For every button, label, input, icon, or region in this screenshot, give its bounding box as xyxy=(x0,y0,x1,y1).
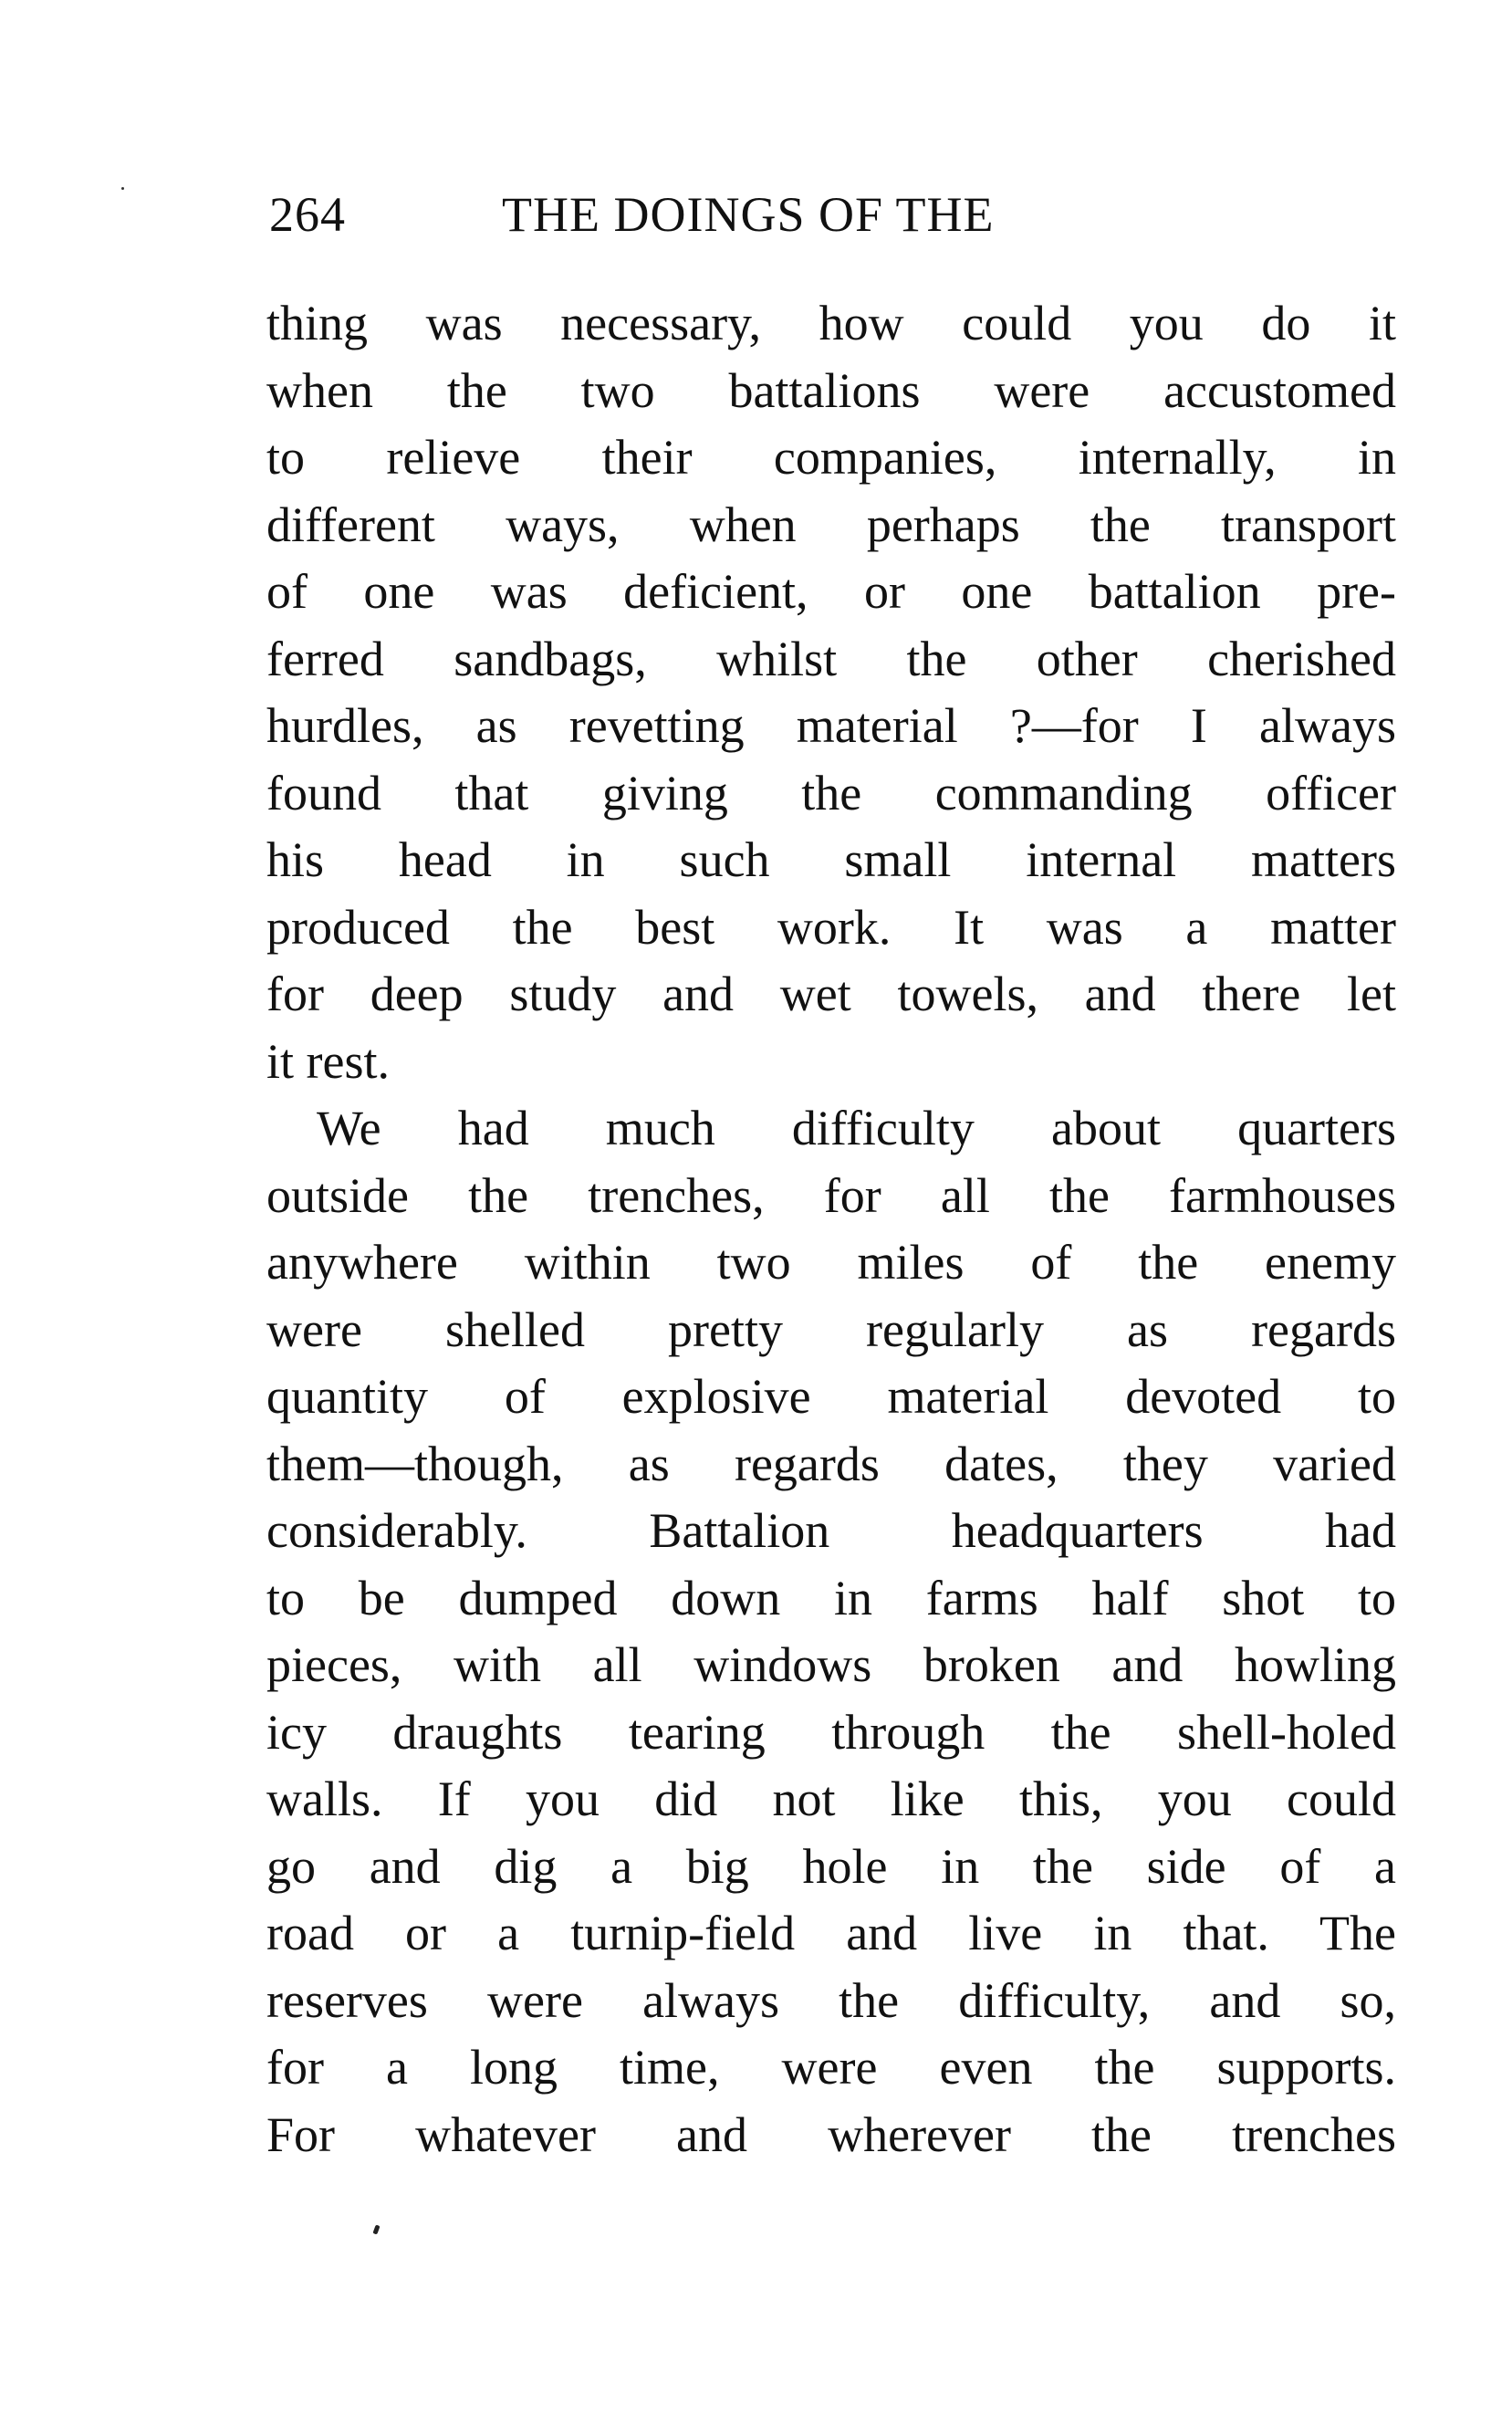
text-line: anywhere within two miles of the enemy xyxy=(266,1235,1396,1290)
text-line: pieces, with all windows broken and howling xyxy=(266,1637,1396,1692)
text-line: produced the best work. It was a matter xyxy=(266,899,1396,955)
text-line: to relieve their companies, internally, in xyxy=(266,430,1396,485)
text-line: We had much difficulty about quarters xyxy=(317,1101,1396,1155)
text-line: go and dig a big hole in the side of a xyxy=(266,1838,1396,1894)
paragraph-1 xyxy=(266,290,1396,1095)
text-line: thing was necessary, how could you do it xyxy=(266,296,1396,350)
text-line: his head in such small internal matters xyxy=(266,832,1396,887)
text-line: hurdles, as revetting material ?—for I always xyxy=(266,698,1396,753)
page-number: 264 xyxy=(269,187,346,242)
text-line: icy draughts tearing through the shell-holed xyxy=(266,1704,1396,1760)
running-head: THE DOINGS OF THE xyxy=(502,187,995,242)
text-line: quantity of explosive material devoted to xyxy=(266,1369,1396,1424)
text-line: were shelled pretty regularly as regards xyxy=(266,1301,1396,1357)
text-line: them—though, as regards dates, they varied xyxy=(266,1436,1396,1491)
ink-speck xyxy=(121,187,124,190)
text-line: for deep study and wet towels, and there let xyxy=(266,967,1396,1021)
text-line: found that giving the commanding officer xyxy=(266,765,1396,820)
text-line: of one was deficient, or one battalion pre- xyxy=(266,564,1396,619)
text-line: For whatever and wherever the trenches xyxy=(266,2106,1396,2162)
text-line: reserves were always the difficulty, and so, xyxy=(266,1972,1396,2028)
text-line: considerably. Battalion headquarters had xyxy=(266,1503,1396,1558)
text-line: ferred sandbags, whilst the other cherished xyxy=(266,631,1396,686)
text-line: for a long time, were even the supports. xyxy=(266,2040,1396,2095)
text-line: outside the trenches, for all the farmhouses xyxy=(266,1167,1396,1223)
text-line: to be dumped down in farms half shot to xyxy=(266,1570,1396,1625)
text-line: road or a turnip-field and live in that. The xyxy=(266,1906,1396,1960)
body-text xyxy=(266,290,1396,2169)
text-line: when the two battalions were accustomed xyxy=(266,362,1396,418)
text-line: walls. If you did not like this, you could xyxy=(266,1771,1396,1826)
text-line: it rest. xyxy=(266,1033,390,1089)
page-header xyxy=(269,178,1401,251)
ink-mark xyxy=(372,2224,380,2234)
text-line: different ways, when perhaps the transport xyxy=(266,496,1396,552)
paragraph-2 xyxy=(266,1095,1396,2169)
